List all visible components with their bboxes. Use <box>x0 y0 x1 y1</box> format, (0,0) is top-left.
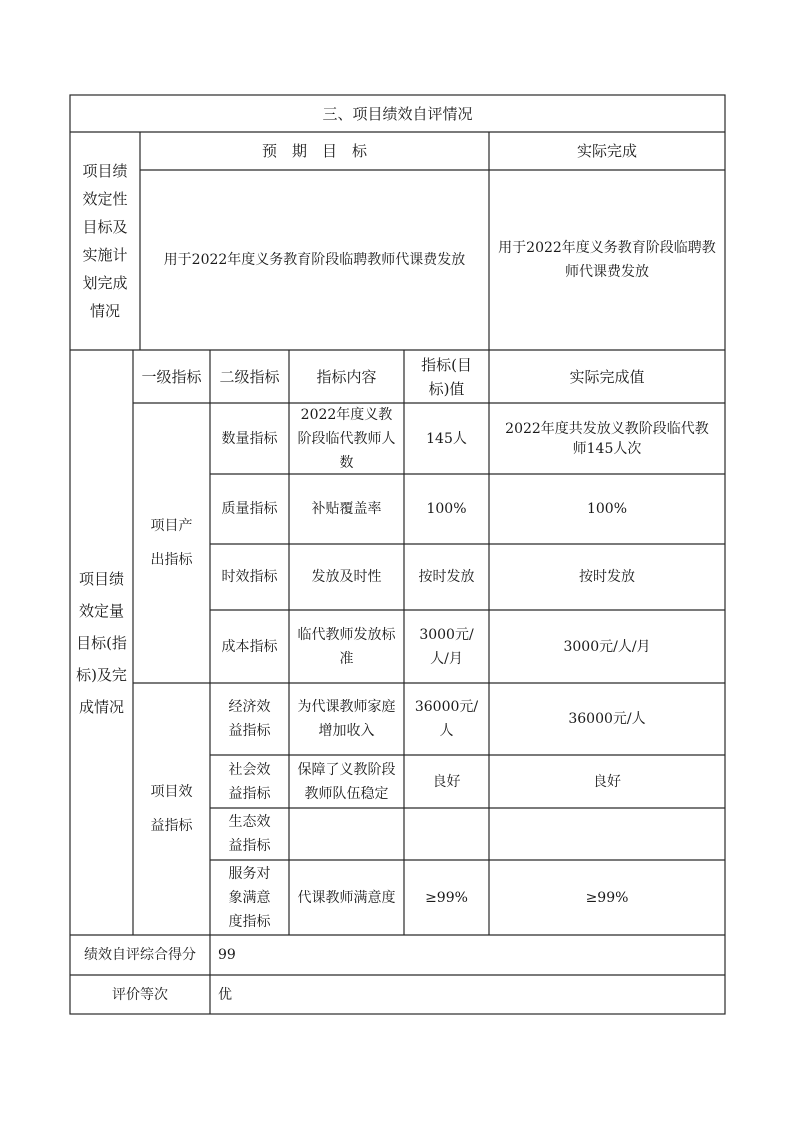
group-benefit: 项目效益指标 <box>150 784 193 834</box>
row-level2: 生态效益指标 <box>228 814 271 854</box>
row-target: 100% <box>426 501 467 517</box>
header-level1: 一级指标 <box>141 367 202 386</box>
row-actual: 100% <box>586 501 628 517</box>
row-target: 3000元/人/月 <box>419 626 474 667</box>
actual-header: 实际完成 <box>576 142 637 160</box>
grade-value: 优 <box>218 986 232 1003</box>
row-content: 代课教师满意度 <box>297 889 396 906</box>
row-content: 发放及时性 <box>311 569 382 585</box>
row-level2: 数量指标 <box>221 430 278 447</box>
row-actual: 按时发放 <box>579 569 635 585</box>
header-target: 指标(目标)值 <box>421 355 472 398</box>
section-title: 三、项目绩效自评情况 <box>322 104 473 123</box>
row-actual: 2022年度共发放义教阶段临代教师145人次 <box>505 420 709 457</box>
row-target: ≥99% <box>425 889 468 906</box>
row-target: 良好 <box>432 773 461 790</box>
expected-header: 预 期 目 标 <box>261 142 367 160</box>
row-level2: 经济效益指标 <box>228 699 271 739</box>
actual-text: 用于2022年度义务教育阶段临聘教师代课费发放 <box>498 240 716 280</box>
row-target: 36000元/人 <box>414 699 479 739</box>
group-output: 项目产出指标 <box>150 518 193 568</box>
row-target <box>404 808 489 860</box>
expected-text: 用于2022年度义务教育阶段临聘教师代课费发放 <box>163 252 466 268</box>
header-content: 指标内容 <box>316 367 377 386</box>
row-content: 临代教师发放标准 <box>297 626 396 667</box>
header-level2: 二级指标 <box>219 367 280 386</box>
row-actual: 36000元/人 <box>568 711 646 727</box>
row-content <box>289 808 404 860</box>
quantitative-label: 项目绩效定量目标(指标)及完成情况 <box>76 569 127 716</box>
row-level2: 成本指标 <box>221 638 278 655</box>
row-content: 2022年度义教阶段临代教师人数 <box>297 406 396 471</box>
row-actual: ≥99% <box>585 889 629 906</box>
row-actual <box>489 808 725 860</box>
row-actual: 3000元/人/月 <box>563 638 651 655</box>
row-level2: 社会效益指标 <box>228 761 271 802</box>
score-label: 绩效自评综合得分 <box>84 947 196 963</box>
row-content: 补贴覆盖率 <box>311 501 382 517</box>
row-target: 145人 <box>426 430 467 447</box>
row-level2: 时效指标 <box>221 569 278 585</box>
row-level2: 质量指标 <box>221 501 278 517</box>
row-target: 按时发放 <box>418 569 475 585</box>
header-actual: 实际完成值 <box>569 367 645 386</box>
row-actual: 良好 <box>593 773 621 790</box>
row-level2: 服务对象满意度指标 <box>228 865 271 930</box>
qualitative-label: 项目绩效定性目标及实施计划完成情况 <box>82 162 128 320</box>
grade-label: 评价等次 <box>112 986 168 1003</box>
row-content: 为代课教师家庭增加收入 <box>297 699 396 739</box>
score-value: 99 <box>218 947 236 963</box>
row-content: 保障了义教阶段教师队伍稳定 <box>297 761 396 802</box>
